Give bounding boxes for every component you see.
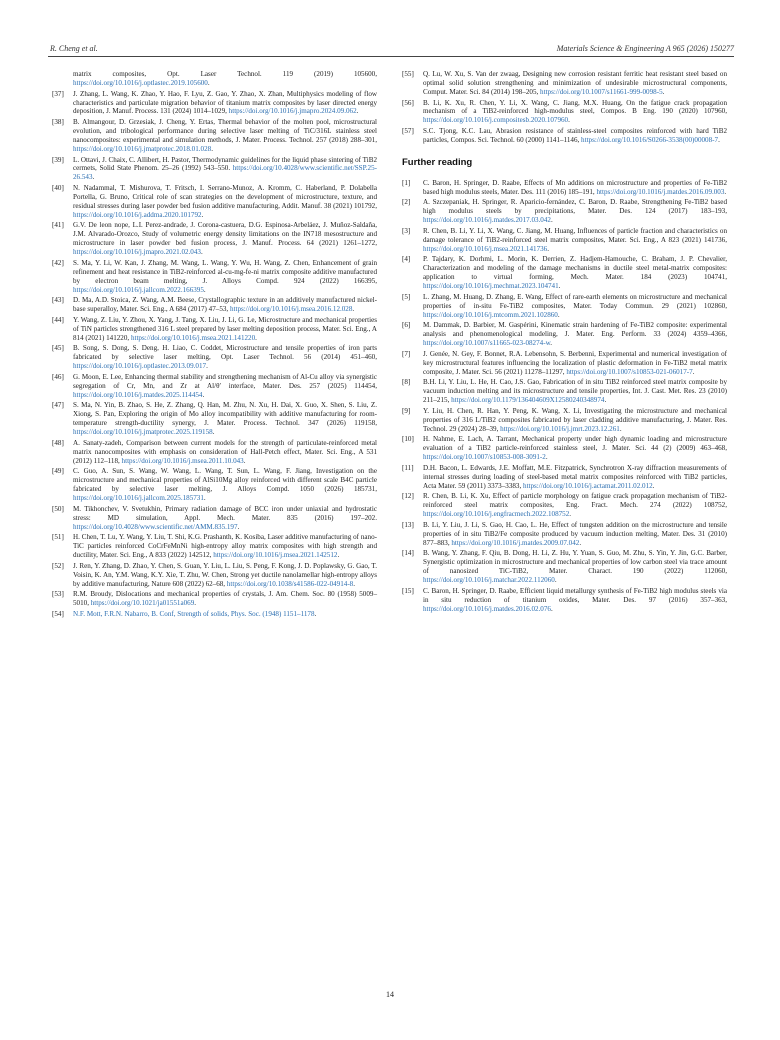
reference-end-punctuation: . (550, 216, 553, 225)
reference-citation: D.H. Bacon, L. Edwards, J.E. Moffatt, M.E. Fitzpatrick, Synchrotron X-ray diffraction measurements of internal stresses during loading of steel-based metal matrix composites reinforced with TiB2 particles, Acta Mater. 59 (2011) 3373–3383, (423, 463, 727, 490)
reference-end-punctuation: . (243, 456, 246, 465)
reference-doi-link[interactable]: https://doi.org/10.1016/j.jmapro.2024.09.062 (228, 107, 357, 116)
reference-entry (402, 321, 727, 348)
reference-text (423, 464, 727, 491)
reference-doi-link[interactable]: https://doi.org/10.1016/j.matchar.2022.112060 (423, 576, 555, 585)
reference-entry (402, 587, 727, 614)
reference-citation: B. Song, S. Dong, S. Deng, H. Liao, C. Coddet, Microstructure and tensile properties of iron parts fabricated by selective laser melting, Opt. Laser Technol. 56 (2014) 451–460, (73, 344, 377, 362)
reference-entry (402, 492, 727, 519)
reference-doi-link[interactable]: https://doi.org/10.1016/j.mechmat.2023.104741 (423, 282, 559, 291)
reference-doi-link[interactable]: https://doi.org/10.1016/j.msea.2021.141220 (130, 333, 256, 342)
reference-entry (52, 90, 377, 117)
reference-number: [56] (402, 98, 414, 107)
reference-citation: L. Ottavi, J. Chaix, C. Allibert, H. Pastor, Thermodynamic guidelines for the liquid phase sintering of TiB2 cermets, Solid State Phenom. 25–26 (1992) 543–550. (73, 155, 377, 173)
reference-number: [1] (402, 178, 411, 187)
reference-text (73, 259, 377, 295)
reference-citation: G. Moon, E. Lee, Enhancing thermal stability and strengthening mechanism of Al-Cu alloy via synergistic segregation of Cr, Mn, and Zr at Al/θ′ interface, Mater. Des. 257 (2025) 114454, (73, 372, 377, 390)
reference-entry (52, 156, 377, 183)
reference-citation: N. Nadammal, T. Mishurova, T. Fritsch, I. Serrano-Munoz, A. Kromm, C. Haberland, P. Dolabella Portella, G. Bruno, Critical role of scan strategies on the development of microstructure, texture, and residual stresses during laser powder bed fusion additive manufacturing, Addit. Manuf. 38 (2021) 101792, (73, 184, 377, 210)
reference-end-punctuation: . (203, 494, 206, 503)
reference-text (73, 439, 377, 466)
reference-doi-link[interactable]: https://doi.org/10.1007/s11661-999-0098-5 (540, 87, 663, 96)
reference-doi-link[interactable]: https://doi.org/10.1016/j.addma.2020.101792 (73, 210, 202, 219)
reference-citation: B. Wang, Y. Zhang, F. Qiu, B. Dong, H. Li, Z. Hu, Y. Yuan, S. Guo, M. Zhu, S. Yin, Y. Jin, G.C. Barber, Synergistic optimization in microstructure and mechanical properties of low carbon steel via trace amount of nanosized TiC-TiB2, Mater. Charact. 190 (2022) 112060, (423, 549, 727, 576)
reference-entry (402, 99, 727, 126)
reference-citation: H. Nahme, E. Lach, A. Tarrant, Mechanical property under high dynamic loading and microstructure evaluation of a TiB2 particle-reinforced stainless steel, J. Mater. Sci. 44 (2) (2009) 463–468, (423, 435, 727, 453)
reference-citation: J. Ren, Y. Zhang, D. Zhao, Y. Chen, S. Guan, Y. Liu, L. Liu, S. Peng, F. Kong, J. D. Poplawsky, G. Gao, T. Voisin, K. An, Y.M. Wang, K.Y. Xie, T. Zhu, W. Chen, Strong yet ductile nanolamellar high-entropy alloys by additive manufacturing, Nature 608 (2022) 62–68, (73, 561, 377, 588)
reference-citation: C. Baron, H. Springer, D. Raabe, Efficient liquid metallurgy synthesis of Fe-TiB2 high modulus steels via in situ reduction of titanium oxides, Mater. Des. 97 (2016) 357–363, (423, 586, 727, 604)
reference-entry (402, 378, 727, 405)
reference-citation: J. Zhang, L. Wang, K. Zhao, Y. Hao, F. Lyu, Z. Gao, Y. Zhao, X. Zhan, Multiphysics modeling of flow characteristics and particulate migration behavior of titanium matrix composites by laser directed energy deposition, J. Manuf. Process. 131 (2024) 1014–1029, (73, 89, 377, 116)
further-reading-heading: Further reading (402, 156, 473, 168)
reference-end-punctuation: . (211, 144, 213, 153)
reference-end-punctuation: . (550, 604, 553, 613)
reference-end-punctuation: . (724, 187, 727, 196)
reference-doi-link[interactable]: https://doi.org/10.1016/j.compositesb.2020.107960 (423, 116, 569, 125)
reference-doi-link[interactable]: https://doi.org/10.1016/j.jmatprotec.2018.01.028 (73, 144, 212, 153)
reference-end-punctuation: . (237, 522, 240, 531)
reference-end-punctuation: . (194, 599, 197, 608)
reference-number: [10] (402, 435, 414, 444)
reference-doi-link[interactable]: https://doi.org/10.1016/j.matdes.2016.02.076 (423, 604, 551, 613)
reference-number: [11] (402, 463, 414, 472)
reference-end-punctuation: . (558, 282, 561, 291)
reference-citation: M. Dammak, D. Barbier, M. Gaspérini, Kinematic strain hardening of Fe-TiB2 composite: experimental analysis and phenomenological modeling, J. Mater. Eng. Perform. 33 (2024) 4359–4366, (423, 321, 727, 339)
reference-citation: A. Szczepaniak, H. Springer, R. Aparicio-fernández, C. Baron, D. Raabe, Strengthening Fe-TiB2 based high modulus steels by precipitations, Mater. Des. 124 (2017) 183–193, (423, 198, 727, 216)
reference-doi-link[interactable]: https://doi.org/10.1007/s10853-021-06017-7 (566, 367, 693, 376)
reference-text (73, 344, 377, 371)
reference-number: [15] (402, 586, 414, 595)
reference-number: [49] (52, 467, 64, 476)
reference-text (423, 293, 727, 320)
reference-end-punctuation: . (652, 481, 655, 490)
reference-doi-link[interactable]: https://doi.org/10.1016/j.jallcom.2025.185731 (73, 494, 204, 503)
reference-entry (402, 227, 727, 254)
reference-entry (52, 316, 377, 343)
reference-citation: D. Ma, A.D. Stoica, Z. Wang, A.M. Beese, Crystallographic texture in an additively manufactured nickel-base superalloy, Mater. Sci. Eng., A 684 (2017) 47–53, (73, 296, 377, 314)
reference-number: [2] (402, 198, 411, 207)
reference-entry (402, 198, 727, 225)
reference-end-punctuation: . (92, 173, 95, 182)
reference-citation: C. Baron, H. Springer, D. Raabe, Effects of Mn additions on microstructure and properties of Fe-TiB2 based high modulus steels, Mater. Des. 111 (2016) 185–191, (423, 178, 727, 196)
reference-doi-link[interactable]: https://doi.org/10.1016/j.msea.2011.10.043 (121, 456, 244, 465)
reference-entry (402, 293, 727, 320)
reference-entry (402, 179, 727, 197)
reference-doi-link[interactable]: https://doi.org/10.1016/j.jallcom.2022.166395 (73, 285, 204, 294)
reference-end-punctuation: . (619, 424, 622, 433)
reference-text (423, 179, 727, 197)
reference-number: [12] (402, 492, 414, 501)
reference-end-punctuation: . (201, 210, 204, 219)
reference-number: [40] (52, 184, 64, 193)
reference-entry (52, 373, 377, 400)
reference-number: [8] (402, 378, 411, 387)
reference-citation: Q. Lu, W. Xu, S. Van der zwaag, Designing new corrosion resistant ferritic heat resistant steel based on optimal solid solution strengthening and minimization of undesirable microstructural components, Comput. Mater. Sci. 84 (2014) 198–205, (423, 70, 727, 96)
reference-entry (52, 118, 377, 154)
reference-text (423, 492, 727, 519)
reference-entry (402, 70, 727, 97)
further-reading-list (402, 179, 727, 614)
reference-doi-link[interactable]: https://doi.org/10.1016/j.msea.2021.141736 (423, 244, 548, 253)
reference-text (73, 70, 377, 88)
reference-entry (402, 127, 727, 145)
reference-entry (52, 439, 377, 466)
reference-end-punctuation: . (206, 362, 208, 371)
reference-number: [45] (52, 344, 64, 353)
reference-entry (402, 521, 727, 548)
reference-doi-link[interactable]: https://doi.org/10.1016/j.matdes.2025.114454 (73, 390, 203, 399)
reference-entry (52, 590, 377, 608)
reference-end-punctuation: . (718, 135, 720, 144)
reference-text (423, 127, 727, 145)
reference-citation: B. Li, K. Xu, R. Chen, Y. Li, X. Wang, C. Jiang, M.X. Huang, On the fatigue crack propagation mechanism of a TiB2-reinforced high-modulus steel, Compos. B Eng. 190 (2020) 107960, (423, 98, 727, 116)
reference-doi-link[interactable]: https://doi.org/10.1016/j.msea.2021.142512 (213, 551, 338, 560)
reference-number: [55] (402, 70, 414, 78)
reference-doi-link[interactable]: https://doi.org/10.1016/j.engfracmech.2022.108752 (423, 510, 570, 519)
reference-number: [7] (402, 349, 411, 358)
reference-number: [53] (52, 590, 64, 599)
reference-end-punctuation: . (554, 576, 557, 585)
reference-doi-link[interactable]: https://doi.org/10.1016/j.mtcomm.2021.102860 (423, 310, 558, 319)
reference-doi-link[interactable]: https://doi.org/10.1007/s10853-008-3091-2 (423, 453, 546, 462)
header-rule (48, 56, 734, 57)
reference-end-punctuation: . (352, 305, 355, 314)
reference-text (423, 521, 727, 548)
reference-citation: Y. Wang, Z. Liu, Y. Zhou, X. Yang, J. Tang, X. Liu, J. Li, G. Le, Microstructure and mechanical properties of TiN particles strengthened 316 L steel prepared by laser melting deposition process, Mater. Sci. Eng., A 814 (2021) 141220, (73, 315, 377, 342)
reference-entry (52, 467, 377, 503)
reference-end-punctuation: . (356, 107, 359, 116)
reference-citation: C. Guo, A. Sun, S. Wang, W. Wang, L. Wang, T. Sun, L. Wang, F. Jiang, Investigation on the microstructure and mechanical properties of AlSi10Mg alloy reinforced with different scale B4C particle fabricated by selective laser melting, J. Alloys Compd. 1050 (2026) 185731, (73, 467, 377, 494)
reference-doi-link[interactable]: https://doi.org/10.4028/www.scientific.net/SSP.25-26.543 (73, 164, 377, 182)
reference-citation: P. Tajdary, K. Dorhmi, L. Morin, K. Derrien, Z. Hadjem-Hamouche, C. Braham, J. P. Chevalier, Characterization and modeling of the damage mechanisms in ductile steel metal-matrix composites: application to virtual forming, Mech. Mater. 184 (2023) 104741, (423, 255, 727, 282)
reference-number: [9] (402, 406, 411, 415)
reference-entry (52, 562, 377, 589)
reference-entry (402, 549, 727, 585)
reference-entry (52, 184, 377, 220)
reference-citation: S. Ma, N. Yin, B. Zhao, S. He, Z. Zhang, Q. Han, M. Zhu, N. Xu, H. Dai, X. Guo, X. Shen, S. Liu, Z. Xiong, S. Pan, Exploring the origin of Mo alloy incompatibility with additive manufacturing for room-temperature strength-ductility synergy, J. Mater. Process. Technol. 347 (2026) 119158, (73, 401, 377, 428)
reference-entry (52, 221, 377, 257)
reference-number: [48] (52, 438, 64, 447)
reference-entry (52, 610, 377, 619)
reference-entry (402, 350, 727, 377)
reference-number: [41] (52, 221, 64, 230)
reference-text (73, 533, 377, 560)
reference-doi-link[interactable]: https://doi.org/10.1016/j.jmapro.2021.02.043 (73, 248, 201, 257)
reference-entry (52, 505, 377, 532)
reference-entry (402, 464, 727, 491)
reference-number: [14] (402, 549, 414, 558)
reference-text (423, 435, 727, 462)
reference-doi-link[interactable]: https://doi.org/10.1016/j.msea.2016.12.028 (229, 305, 353, 314)
reference-doi-link[interactable]: https://doi.org/10.1016/j.matdes.2017.03.042 (423, 216, 551, 225)
reference-text (423, 99, 727, 126)
reference-end-punctuation: . (203, 285, 206, 294)
reference-citation: matrix composites, Opt. Laser Technol. 119 (2019) 105600, (73, 70, 377, 78)
reference-number: [54] (52, 610, 64, 618)
running-header-journal: Materials Science & Engineering A 965 (2026) 150277 (556, 44, 734, 53)
references-continued (402, 70, 727, 145)
reference-text (73, 467, 377, 503)
reference-number (52, 70, 73, 88)
reference-number: [51] (52, 533, 64, 542)
reference-end-punctuation: . (692, 367, 695, 376)
reference-doi-link[interactable]: https://doi.org/10.1016/j.actamat.2011.02.012 (523, 481, 653, 490)
reference-text (73, 590, 377, 608)
reference-number: [43] (52, 296, 64, 305)
reference-text (423, 227, 727, 254)
page-number: 14 (386, 990, 394, 999)
reference-doi-link[interactable]: https://doi.org/10.1007/s11665-023-08274-w (423, 339, 551, 348)
reference-doi-link[interactable]: https://doi.org/10.1016/j.optlastec.2019.105600 (73, 78, 208, 87)
reference-end-punctuation: . (200, 248, 203, 257)
reference-text (73, 562, 377, 589)
reference-text (423, 198, 727, 225)
reference-end-punctuation: . (202, 390, 205, 399)
reference-citation: S. Ma, Y. Li, W. Kan, J. Zhang, M. Wang, L. Wang, Y. Wu, H. Wang, Z. Chen, Enhancement of grain refinement and heat resistance in TiB2-reinforced al-cu-mg-fe-ni matrix composite additive manufactured by electron beam melting, J. Alloys Compd. 924 (2022) 166395, (73, 258, 377, 285)
reference-text (73, 118, 377, 154)
reference-citation: S.C. Tjong, K.C. Lau, Abrasion resistance of stainless-steel composites reinforced with hard TiB2 particles, Compos. Sci. Technol. 60 (2000) 1141–1146, (423, 127, 727, 144)
reference-number: [47] (52, 401, 64, 410)
reference-number: [57] (402, 127, 414, 136)
reference-citation: B. Almangour, D. Grzesiak, J. Cheng, Y. Ertas, Thermal behavior of the molten pool, microstructural evolution, and tribological performance during selective laser melting of TiC/316L stainless steel nanocomposites: experimental and simulation methods, J. Mater. Process. Technol. 257 (2018) 288–301, (73, 118, 377, 144)
reference-end-punctuation: . (314, 610, 317, 618)
reference-citation: H. Chen, T. Lu, Y. Wang, Y. Liu, T. Shi, K.G. Prashanth, K. Kosiba, Laser additive manufacturing of nano-TiC particles reinforced CoCrFeMnNi high-entropy alloy matrix composites with high strength and ductility, Mater. Sci. Eng., A 833 (2022) 142512, (73, 533, 377, 560)
reference-end-punctuation: . (212, 428, 215, 437)
reference-doi-link[interactable]: https://doi.org/10.1016/j.optlastec.2013.09.017 (73, 362, 207, 371)
reference-doi-link[interactable]: https://doi.org/10.1179/136404609X12580240348974 (451, 396, 605, 405)
reference-doi-link[interactable]: https://doi.org/10.1016/j.matdes.2009.07.042 (451, 538, 580, 547)
reference-entry (52, 401, 377, 437)
reference-number: [39] (52, 155, 64, 164)
reference-text (73, 184, 377, 220)
reference-text (73, 610, 377, 619)
reference-end-punctuation: . (550, 339, 553, 348)
reference-text (423, 407, 727, 434)
reference-number: [52] (52, 561, 64, 570)
reference-citation: G.V. De leon nope, L.I. Perez-andrade, J. Corona-castuera, D.G. Espinosa-Arbeláez, J. Muñoz-Saldaña, J.M. Alvarado-Orozco, Study of volumetric energy density limitations on the IN718 mesostructure and microstructure in laser powder bed fusion process, J. Manuf. Process. 64 (2021) 1261–1272, (73, 221, 377, 248)
reference-text (423, 549, 727, 585)
reference-text (73, 90, 377, 117)
reference-end-punctuation: . (353, 579, 356, 588)
reference-number: [46] (52, 372, 64, 381)
reference-citation: J. Genée, N. Gey, F. Bonnet, R.A. Lebensohn, S. Berbenni, Experimental and numerical investigation of key microstructural features influencing the localization of plastic deformation in Fe-TiB2 metal matrix composite, J. Mater. Sci. 56 (2021) 11278–11297, (423, 349, 727, 376)
reference-citation: R. Chen, B. Li, Y. Li, X. Wang, C. Jiang, M. Huang, Influences of particle fraction and characteristics on damage tolerance of TiB2-reinforced steel matrix composites, Mater. Sci. Eng., A 823 (2021) 141736, (423, 226, 727, 244)
reference-number: [42] (52, 258, 64, 267)
reference-text (423, 255, 727, 291)
reference-number: [5] (402, 292, 411, 301)
reference-doi-link[interactable]: N.F. Mott, F.R.N. Nabarro, B. Conf, Strength of solids, Phys. Soc. (1948) 1151–1178 (73, 610, 315, 618)
reference-citation: R. Chen, B. Li, K. Xu, Effect of particle morphology on fatigue crack propagation mechanism of TiB2-reinforced steel matrix composites, Eng. Fract. Mech. 274 (2022) 108752, (423, 492, 727, 510)
reference-doi-link[interactable]: https://doi.org/10.1038/s41586-022-04914-8 (226, 579, 354, 588)
reference-text (423, 350, 727, 377)
reference-entry (402, 407, 727, 434)
reference-number: [6] (402, 321, 411, 330)
reference-text (423, 378, 727, 405)
reference-doi-link[interactable]: https://doi.org/10.1016/j.matdes.2016.09.003 (596, 187, 725, 196)
reference-number: [13] (402, 520, 414, 529)
reference-citation: M. Tikhonchev, V. Svetukhin, Primary radiation damage of BCC iron under uniaxial and hydrostatic stress: MD simulation, Appl. Mech. Mater. 835 (2016) 197–202. (73, 504, 377, 522)
reference-number: [4] (402, 255, 411, 264)
reference-end-punctuation: . (547, 244, 549, 253)
reference-number: [3] (402, 226, 411, 235)
reference-text (73, 296, 377, 314)
reference-citation: Y. Liu, H. Chen, R. Han, Y. Peng, K. Wang, X. Li, Investigating the microstructure and mechanical properties of 316 L/TiB2 composites fabricated by laser cladding additive manufacturing, J. Mater. Res. Technol. 29 (2024) 28–39, (423, 406, 727, 433)
reference-end-punctuation: . (255, 333, 257, 342)
reference-end-punctuation: . (337, 551, 340, 560)
reference-entry (52, 533, 377, 560)
reference-text (73, 505, 377, 532)
reference-doi-link[interactable]: https://doi.org/10.1016/S0266-3538(00)00008-7 (581, 135, 719, 144)
reference-citation: R.M. Broudy, Dislocations and mechanical properties of crystals, J. Am. Chem. Soc. 80 (1958) 5009–5010, (73, 590, 377, 608)
reference-text (423, 321, 727, 348)
reference-entry (52, 296, 377, 314)
reference-entry (52, 70, 377, 88)
reference-text (73, 156, 377, 183)
reference-text (73, 401, 377, 437)
reference-number: [50] (52, 504, 64, 513)
running-header-authors: R. Cheng et al. (50, 44, 98, 53)
references-left-column (52, 70, 377, 621)
reference-end-punctuation: . (579, 538, 582, 547)
reference-doi-link[interactable]: https://doi.org/10.1021/ja01551a069 (90, 599, 195, 608)
reference-citation: B. Li, Y. Liu, J. Li, S. Gao, H. Cao, L. He, Effect of tungsten addition on the microstructure and tensile properties of in situ TiB2/Fe composite produced by vacuum induction melting, Mater. Des. 31 (2010) 877–883, (423, 520, 727, 547)
reference-end-punctuation: . (545, 453, 548, 462)
reference-end-punctuation: . (207, 78, 210, 87)
reference-text (73, 373, 377, 400)
reference-text (423, 70, 727, 97)
reference-doi-link[interactable]: https://doi.org/10.1016/j.jmatprotec.2025.119158 (73, 428, 213, 437)
reference-text (73, 221, 377, 257)
reference-end-punctuation: . (557, 310, 560, 319)
reference-number: [37] (52, 89, 64, 98)
reference-number: [44] (52, 315, 64, 324)
reference-text (423, 587, 727, 614)
reference-doi-link[interactable]: https://doi.org/10.4028/www.scientific.net/AMM.835.197 (73, 522, 238, 531)
reference-citation: B.H. Li, Y. Liu, L. He, H. Cao, J.S. Gao, Fabrication of in situ TiB2 reinforced steel matrix composite by vacuum induction melting and its microstructure and tensile properties, Int. J. Cast. Met. Res. 23 (2010) 211–215, (423, 378, 727, 405)
reference-entry (52, 344, 377, 371)
reference-end-punctuation: . (568, 116, 570, 125)
reference-end-punctuation: . (604, 396, 607, 405)
references-right-column (402, 70, 727, 615)
reference-text (73, 316, 377, 343)
reference-entry (52, 259, 377, 295)
reference-doi-link[interactable]: https://doi.org/10.1016/j.jmrt.2023.12.261 (500, 424, 620, 433)
reference-citation: L. Zhang, M. Huang, D. Zhang, E. Wang, Effect of rare-earth elements on microstructure and mechanical properties of in-situ Fe-TiB2 composites, Mater. Today Commun. 29 (2021) 102860, (423, 292, 727, 310)
reference-end-punctuation: . (569, 510, 572, 519)
reference-number: [38] (52, 118, 64, 127)
reference-end-punctuation: . (662, 87, 665, 96)
reference-entry (402, 435, 727, 462)
reference-citation: A. Sanaty-zadeh, Comparison between current models for the strength of particulate-reinforced metal matrix nanocomposites with emphasis on consideration of Hall-Petch effect, Mater. Sci. Eng., A 531 (2012) 112–118, (73, 438, 377, 465)
reference-entry (402, 255, 727, 291)
